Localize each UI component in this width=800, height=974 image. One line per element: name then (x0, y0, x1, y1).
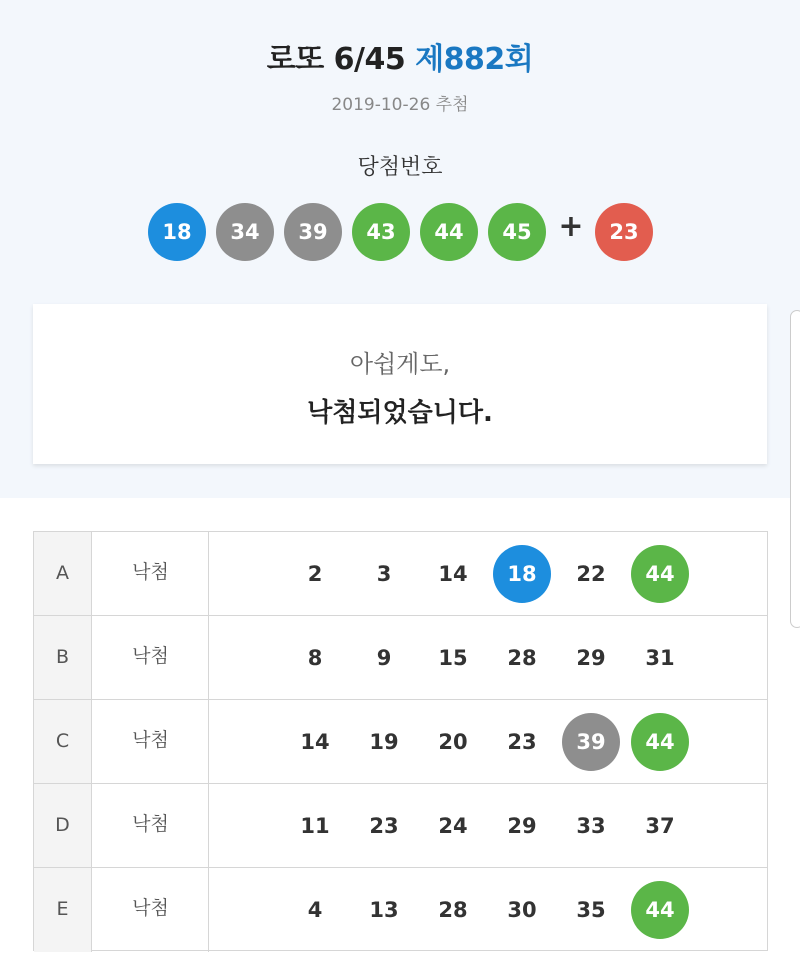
result-message-line1: 아쉽게도, (349, 350, 451, 378)
ticket-row (34, 532, 767, 616)
ticket-key: E (34, 868, 92, 952)
scroll-handle[interactable] (790, 310, 800, 628)
page-title (0, 34, 800, 78)
ticket-key: B (34, 616, 92, 699)
ticket-number: 11 (300, 814, 330, 838)
winning-ball: 43 (352, 203, 410, 261)
ticket-number: 29 (576, 646, 606, 670)
round-number: 제882회 (415, 42, 534, 77)
ticket-status: 낙첨 (93, 616, 209, 699)
result-card (33, 304, 767, 464)
ticket-status: 낙첨 (93, 784, 209, 867)
ticket-number: 19 (369, 730, 399, 754)
ticket-number: 22 (576, 562, 606, 586)
result-message-line2: 낙첨되었습니다. (307, 398, 493, 428)
winning-ball: 44 (420, 203, 478, 261)
matched-number-ball: 39 (562, 713, 620, 771)
ticket-number: 37 (645, 814, 675, 838)
ticket-number: 20 (438, 730, 468, 754)
ticket-number: 15 (438, 646, 468, 670)
draw-date: 2019-10-26 추첨 (331, 95, 469, 115)
ticket-status: 낙첨 (93, 532, 209, 615)
winning-ball: 45 (488, 203, 546, 261)
ticket-number: 28 (507, 646, 537, 670)
matched-number-ball: 18 (493, 545, 551, 603)
ticket-number: 30 (507, 898, 537, 922)
ticket-number: 8 (307, 646, 323, 670)
winning-ball: 34 (216, 203, 274, 261)
bonus-ball: 23 (595, 203, 653, 261)
plus-sign: + (558, 209, 584, 244)
ticket-number: 4 (307, 898, 323, 922)
ticket-number: 24 (438, 814, 468, 838)
ticket-number: 23 (507, 730, 537, 754)
matched-number-ball: 44 (631, 713, 689, 771)
ticket-number: 33 (576, 814, 606, 838)
ticket-row (34, 700, 767, 784)
ticket-number: 14 (300, 730, 330, 754)
winning-ball: 39 (284, 203, 342, 261)
ticket-number: 9 (376, 646, 392, 670)
ticket-number: 2 (307, 562, 323, 586)
ticket-row (34, 616, 767, 700)
ticket-status: 낙첨 (93, 700, 209, 783)
game-name: 로또 6/45 (266, 42, 406, 77)
winning-ball: 18 (148, 203, 206, 261)
ticket-key: A (34, 532, 92, 615)
matched-number-ball: 44 (631, 881, 689, 939)
winning-numbers-label: 당첨번호 (357, 155, 443, 180)
ticket-status: 낙첨 (93, 868, 209, 952)
ticket-key: C (34, 700, 92, 783)
ticket-table (33, 531, 768, 951)
ticket-number: 29 (507, 814, 537, 838)
ticket-number: 28 (438, 898, 468, 922)
ticket-number: 31 (645, 646, 675, 670)
ticket-number: 3 (376, 562, 392, 586)
matched-number-ball: 44 (631, 545, 689, 603)
ticket-number: 35 (576, 898, 606, 922)
ticket-key: D (34, 784, 92, 867)
ticket-row (34, 784, 767, 868)
ticket-number: 13 (369, 898, 399, 922)
ticket-number: 14 (438, 562, 468, 586)
ticket-row (34, 868, 767, 952)
ticket-number: 23 (369, 814, 399, 838)
